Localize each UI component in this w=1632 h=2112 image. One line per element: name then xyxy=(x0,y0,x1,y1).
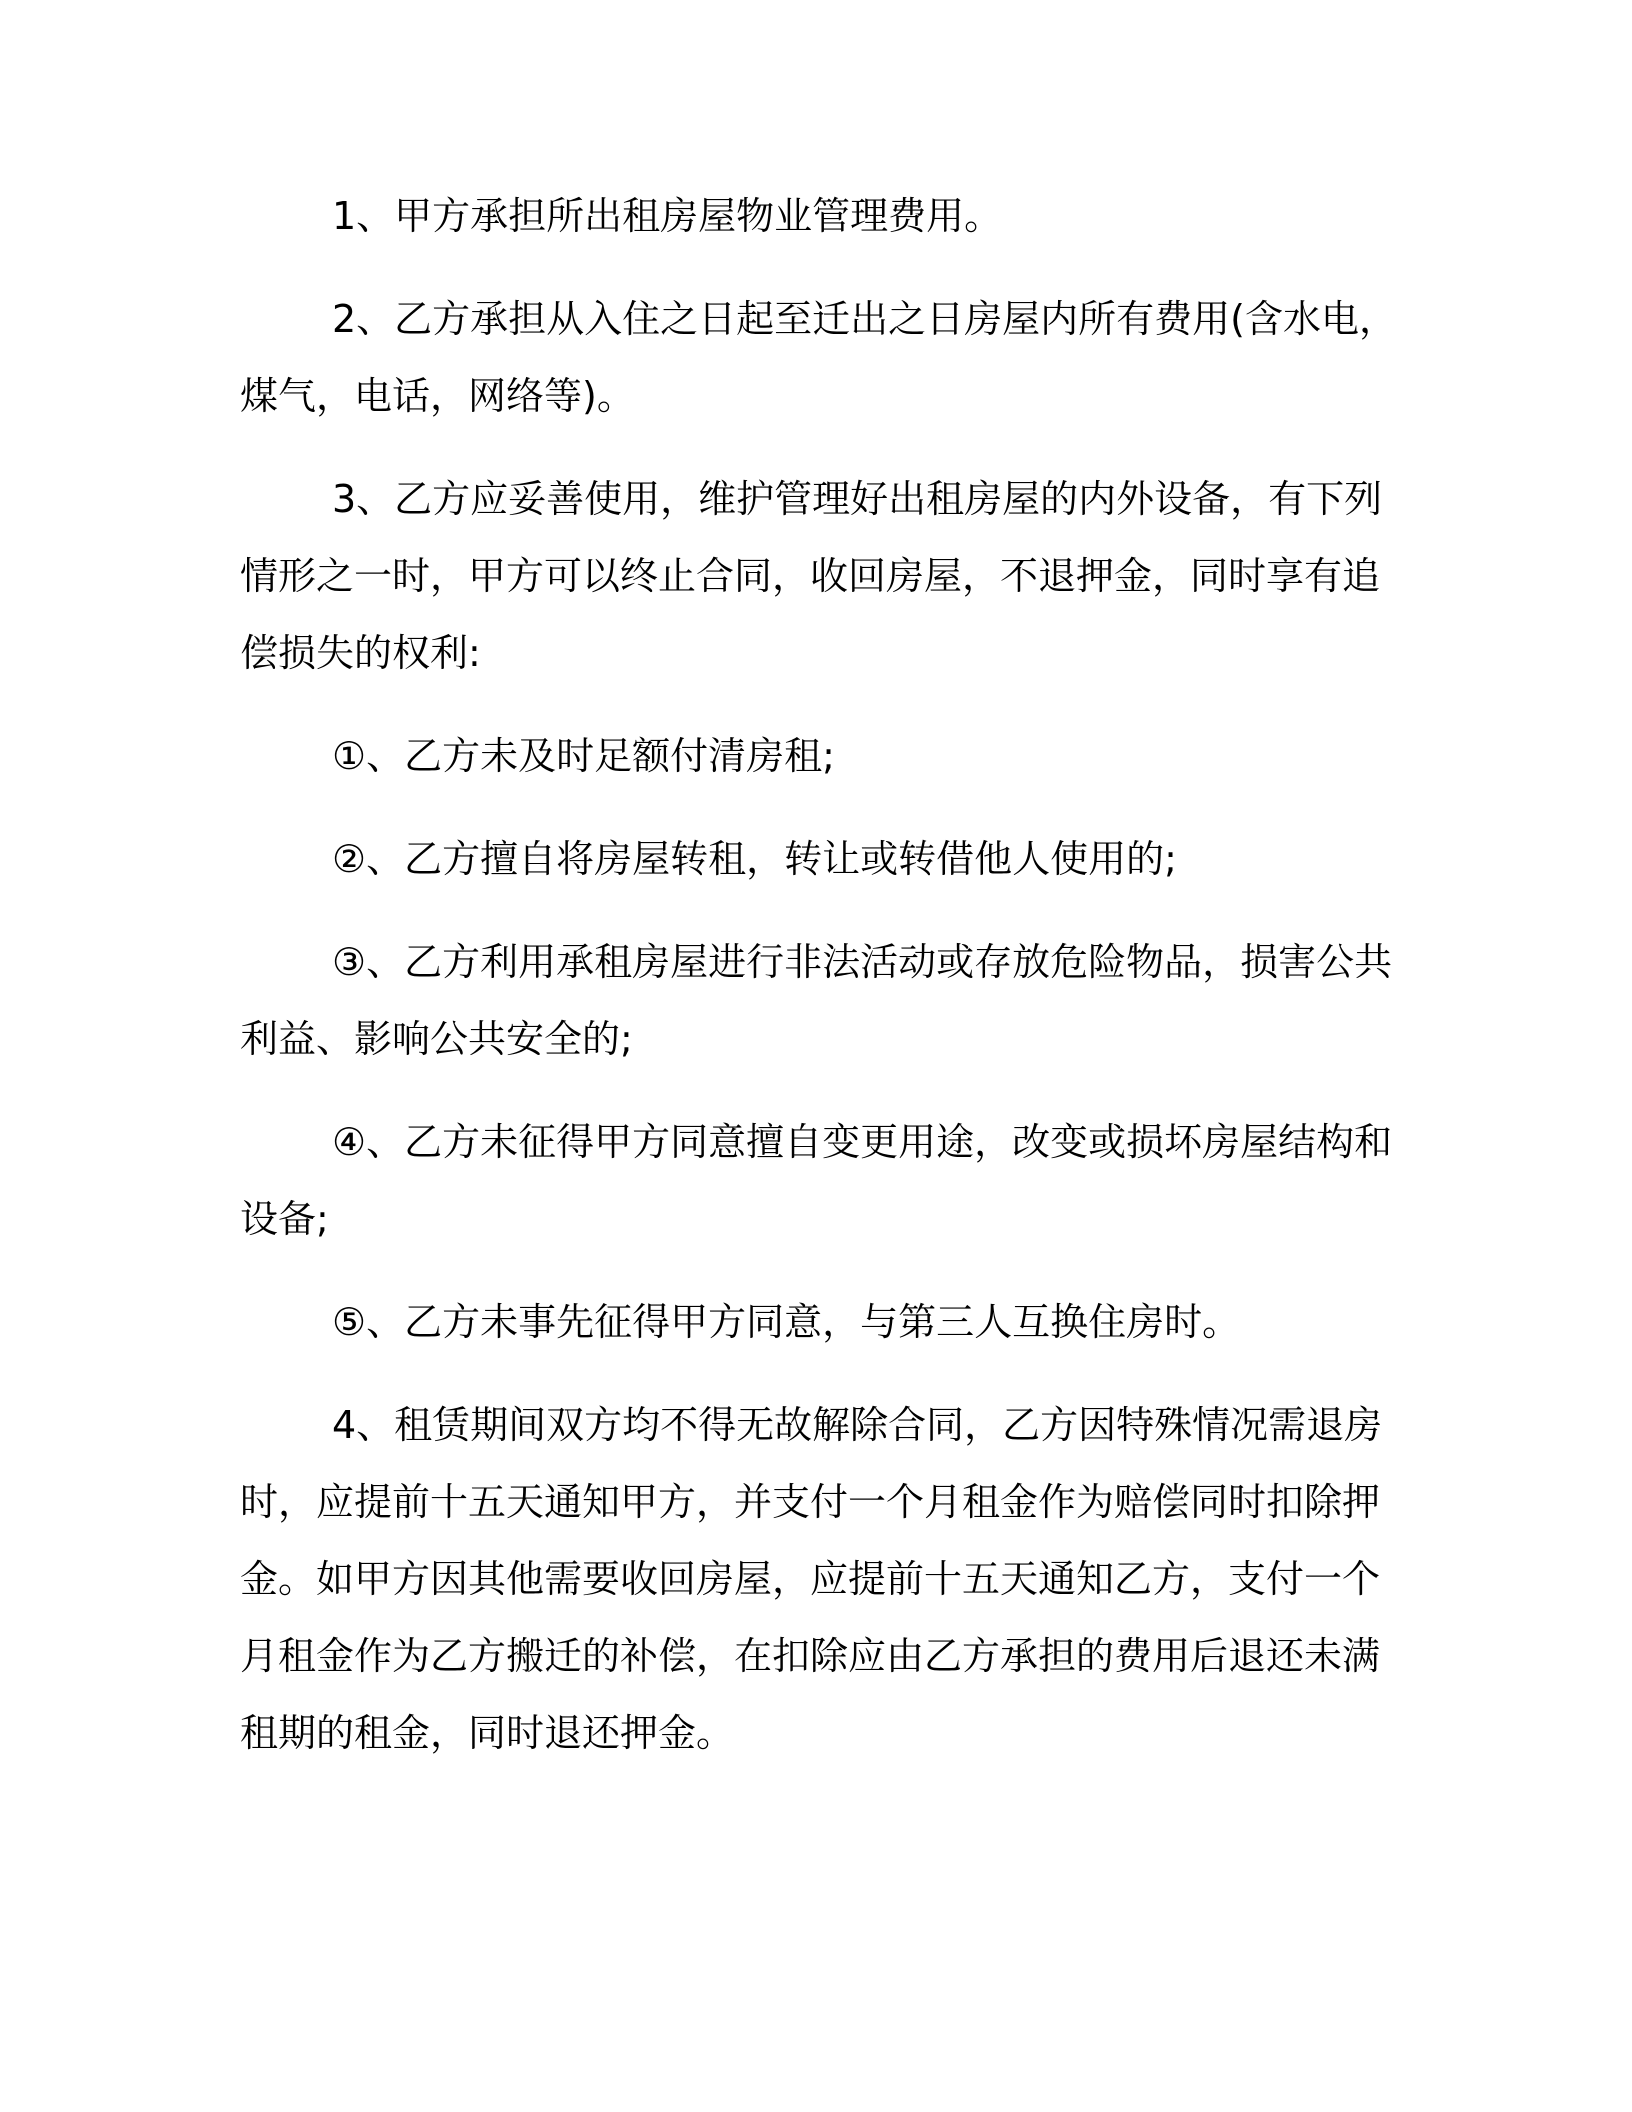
paragraph-3-item-4: ④、乙方未征得甲方同意擅自变更用途，改变或损坏房屋结构和设备; xyxy=(240,1120,1393,1241)
paragraph-3-item-5: ⑤、乙方未事先征得甲方同意，与第三人互换住房时。 xyxy=(332,1300,1241,1344)
paragraph-4: 4、租赁期间双方均不得无故解除合同，乙方因特殊情况需退房时，应提前十五天通知甲方，并支付一个月租金作为赔偿同时扣除押金。如甲方因其他需要收回房屋，应提前十五天通知乙方，支付一个月租金作为乙方搬迁的补偿，在扣除应由乙方承担的费用后退还未满租期的租金，同时退还押金。 xyxy=(240,1403,1383,1755)
paragraph-3-item-1: ①、乙方未及时足额付清房租; xyxy=(332,734,835,778)
paragraph-3: 3、乙方应妥善使用，维护管理好出租房屋的内外设备，有下列情形之一时，甲方可以终止合同，收回房屋，不退押金，同时享有追偿损失的权利: xyxy=(240,477,1383,675)
paragraph-3-item-3: ③、乙方利用承租房屋进行非法活动或存放危险物品，损害公共利益、影响公共安全的; xyxy=(240,940,1393,1061)
paragraph-1: 1、甲方承担所出租房屋物业管理费用。 xyxy=(332,194,1003,238)
document-body xyxy=(240,178,1410,1798)
paragraph-3-item-2: ②、乙方擅自将房屋转租，转让或转借他人使用的; xyxy=(332,837,1177,881)
paragraph-2: 2、乙方承担从入住之日起至迁出之日房屋内所有费用(含水电，煤气，电话，网络等)。 xyxy=(240,297,1398,418)
